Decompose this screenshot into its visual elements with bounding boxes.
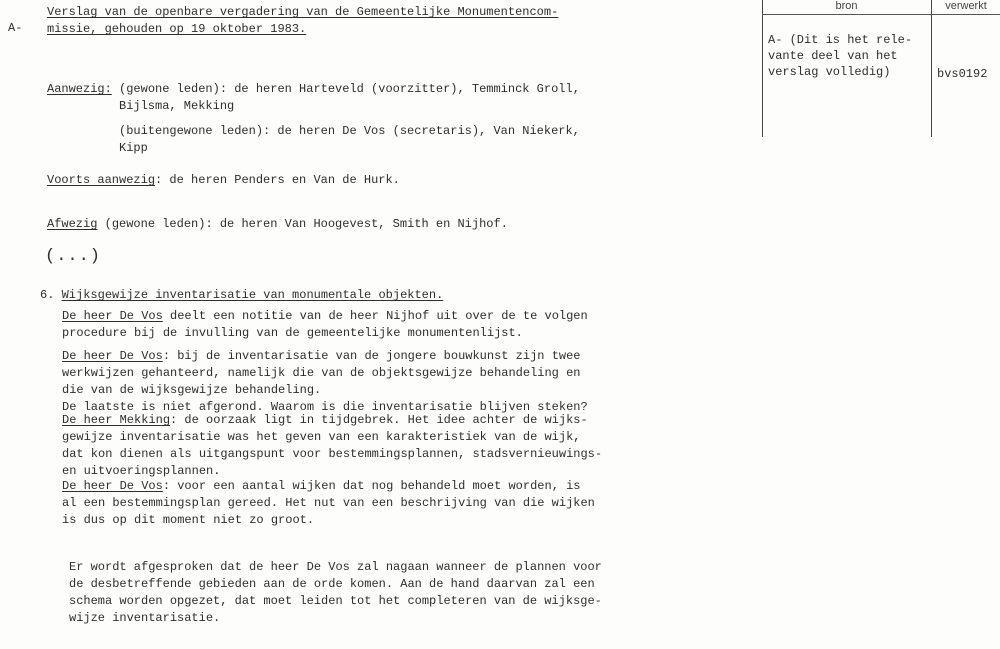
ellipsis: (...): [45, 247, 102, 266]
table-border-left: [762, 0, 763, 137]
paragraph-text: : de oorzaak ligt in tijdgebrek. Het idee achter de wijks-: [170, 413, 588, 427]
header-bron: bron: [762, 0, 931, 15]
paragraph-first-line: [62, 478, 581, 495]
bron-line-2: vante deel van het: [768, 49, 898, 63]
afwezig-text: (gewone leden): de heren Van Hoogevest, Smith en Nijhof.: [97, 217, 508, 231]
conclusion-line: Er wordt afgesproken dat de heer De Vos zal nagaan wanneer de plannen voor: [69, 560, 602, 574]
paragraph-first-line: [62, 348, 581, 365]
speaker-name: De heer De Vos: [62, 349, 163, 363]
conclusion-line: wijze inventarisatie.: [69, 611, 221, 625]
paragraph-first-line: [62, 308, 588, 325]
aanwezig-label: Aanwezig:: [47, 82, 112, 96]
header-verwerkt: verwerkt: [932, 0, 1000, 15]
conclusion-line: schema worden opgezet, dat moet leiden tot het completeren van de wijksge-: [69, 594, 602, 608]
paragraph-text: : voor een aantal wijken dat nog behandeld moet worden, is: [162, 479, 581, 493]
aanwezig-line-2: Bijlsma, Mekking: [119, 99, 235, 113]
aanwezig-text: (gewone leden): de heren Harteveld (voorzitter), Temminck Groll,: [111, 82, 580, 96]
margin-mark: A-: [8, 21, 23, 35]
voorts-aanwezig: [47, 172, 400, 189]
aanwezig-line-4: Kipp: [119, 141, 148, 155]
paragraph-line: en uitvoeringsplannen.: [62, 464, 221, 478]
voorts-text: : de heren Penders en Van de Hurk.: [155, 173, 400, 187]
aanwezig-line-3: (buitengewone leden): de heren De Vos (secretaris), Van Niekerk,: [119, 124, 580, 138]
aanwezig-line-1: [47, 81, 580, 98]
speaker-name: De heer Mekking: [62, 413, 171, 427]
bron-line-3: verslag volledig): [768, 65, 891, 79]
paragraph-text: : bij de inventarisatie van de jongere bouwkunst zijn twee: [162, 349, 581, 363]
paragraph-line: gewijze inventarisatie was het geven van een karakteristiek van de wijk,: [62, 430, 581, 444]
speaker-name: De heer De Vos: [62, 479, 163, 493]
paragraph-line: De laatste is niet afgerond. Waarom is die inventarisatie blijven steken?: [62, 400, 588, 414]
paragraph-first-line: [62, 412, 588, 429]
title-line-1: Verslag van de openbare vergadering van de Gemeentelijke Monumentencom-: [47, 5, 559, 19]
paragraph-line: is dus op dit moment niet zo groot.: [62, 513, 315, 527]
table-border-middle: [931, 0, 932, 137]
verwerkt-value: bvs0192: [937, 67, 988, 81]
title-line-2: missie, gehouden op 19 oktober 1983.: [47, 22, 307, 36]
afwezig: [47, 216, 508, 233]
section-heading: [40, 287, 443, 304]
paragraph-line: dat kon dienen als uitgangspunt voor bestemmingsplannen, stadsvernieuwings-: [62, 447, 603, 461]
conclusion-line: de desbetreffende gebieden aan de orde komen. Aan de hand daarvan zal een: [69, 577, 595, 591]
paragraph-text: deelt een notitie van de heer Nijhof uit over de te volgen: [162, 309, 588, 323]
paragraph-line: die van de wijksgewijze behandeling.: [62, 383, 322, 397]
bron-line-1: A- (Dit is het rele-: [768, 33, 913, 47]
afwezig-label: Afwezig: [47, 217, 98, 231]
paragraph-line: werkwijzen gehanteerd, namelijk die van de objektsgewijze behandeling en: [62, 366, 581, 380]
section-title: Wijksgewijze inventarisatie van monumentale objekten.: [61, 288, 444, 302]
voorts-label: Voorts aanwezig: [47, 173, 156, 187]
paragraph-line: al een bestemmingsplan gereed. Het nut van een beschrijving van die wijken: [62, 496, 595, 510]
speaker-name: De heer De Vos: [62, 309, 163, 323]
section-number: 6.: [40, 288, 62, 302]
paragraph-line: procedure bij de invulling van de gemeentelijke monumentenlijst.: [62, 326, 523, 340]
